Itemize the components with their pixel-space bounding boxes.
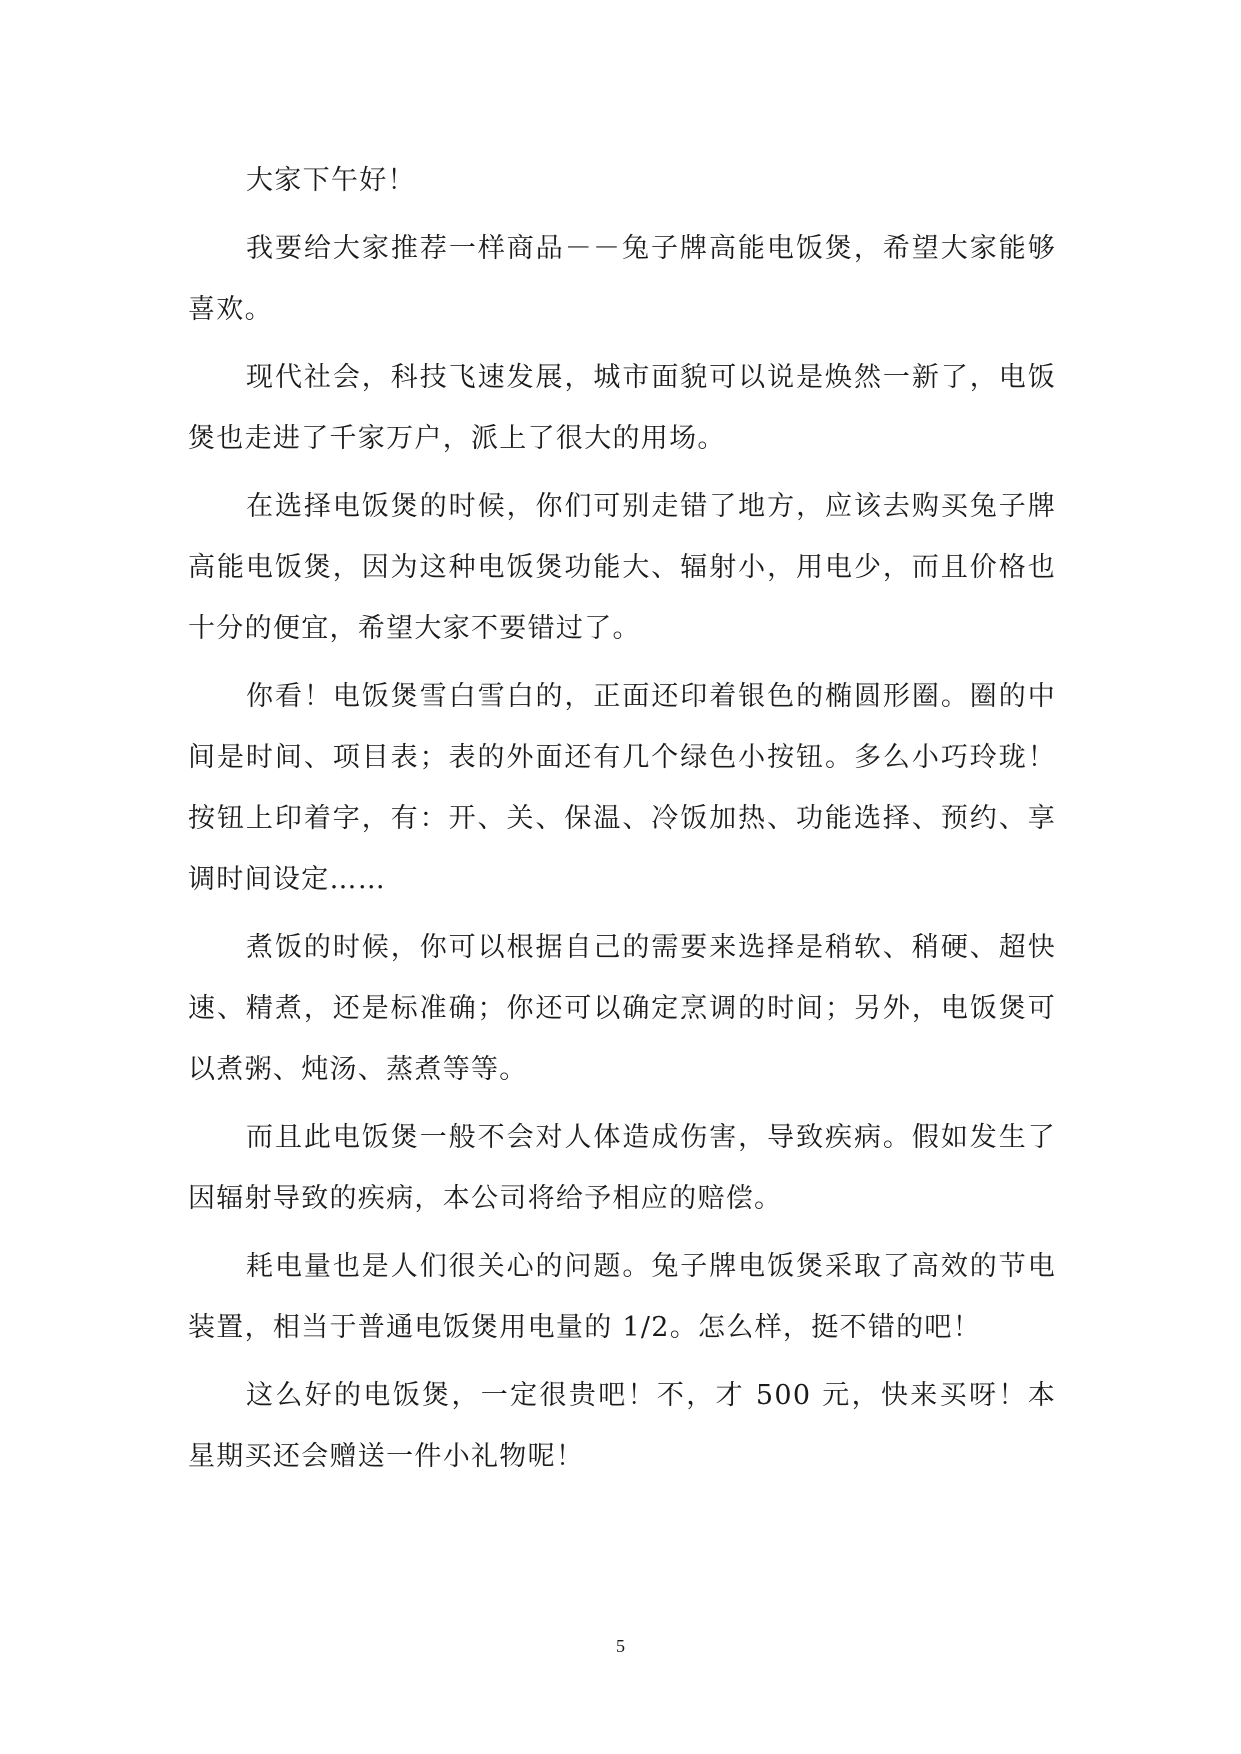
paragraph-price: 这么好的电饭煲，一定很贵吧！不，才 500 元，快来买呀！本星期买还会赠送一件小礼物呢！ [188,1380,1056,1472]
page-number: 5 [616,1636,625,1656]
paragraph-cooking: 煮饭的时候，你可以根据自己的需要来选择是稍软、稍硬、超快速、精煮，还是标准确；你还可以确定烹调的时间；另外，电饭煲可以煮粥、炖汤、蒸煮等等。 [188,932,1056,1085]
paragraph-safety: 而且此电饭煲一般不会对人体造成伤害，导致疾病。假如发生了因辐射导致的疾病，本公司将给予相应的赔偿。 [188,1122,1056,1214]
paragraph-appearance: 你看！电饭煲雪白雪白的，正面还印着银色的椭圆形圈。圈的中间是时间、项目表；表的外面还有几个绿色小按钮。多么小巧玲珑！按钮上印着字，有：开、关、保温、冷饭加热、功能选择、预约、享调时间设定…… [188,681,1056,895]
document-body [188,150,1056,1494]
paragraph-intro: 我要给大家推荐一样商品－－兔子牌高能电饭煲，希望大家能够喜欢。 [188,233,1056,325]
paragraph-recommendation: 在选择电饭煲的时候，你们可别走错了地方，应该去购买兔子牌高能电饭煲，因为这种电饭煲功能大、辐射小，用电少，而且价格也十分的便宜，希望大家不要错过了。 [188,491,1056,644]
paragraph-greeting: 大家下午好！ [246,165,416,196]
paragraph-power: 耗电量也是人们很关心的问题。兔子牌电饭煲采取了高效的节电装置，相当于普通电饭煲用电量的 1/2。怎么样，挺不错的吧！ [188,1251,1056,1343]
paragraph-background: 现代社会，科技飞速发展，城市面貌可以说是焕然一新了，电饭煲也走进了千家万户，派上了很大的用场。 [188,362,1056,454]
